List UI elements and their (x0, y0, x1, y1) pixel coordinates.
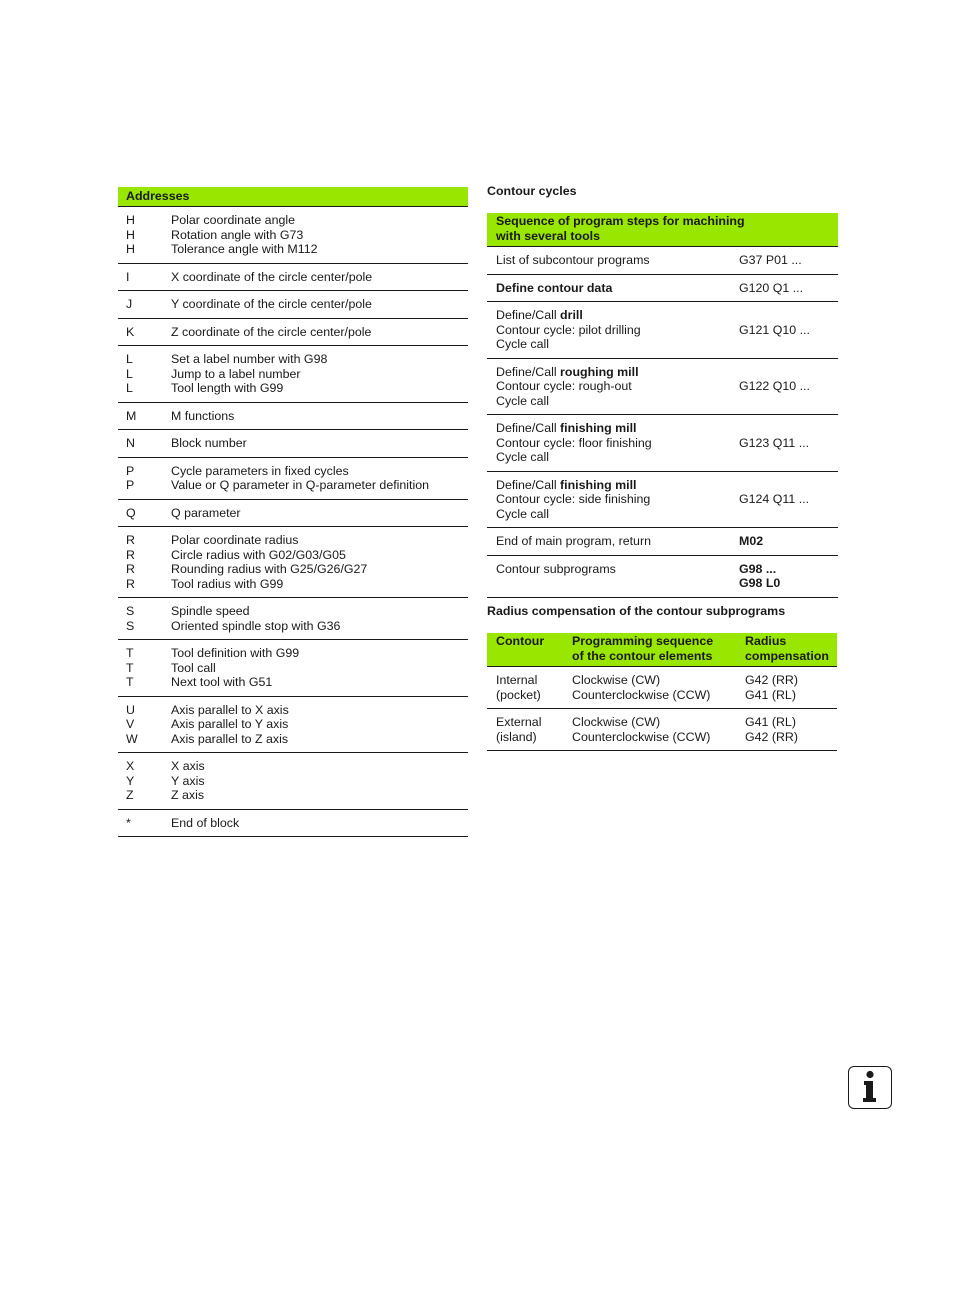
address-description-cell (171, 527, 468, 598)
address-letter-cell (118, 753, 171, 810)
cycle-step-line: Contour cycle: pilot drilling (496, 322, 641, 337)
cycle-code: G121 Q10 ... (739, 302, 838, 359)
cycle-step-line: Contour cycle: floor finishing (496, 435, 652, 450)
header-line: compensation (745, 648, 829, 663)
addresses-body (118, 207, 468, 837)
address-letter-cell (118, 527, 171, 598)
cycle-step-cell (487, 274, 739, 302)
address-description: Rotation angle with G73 (171, 227, 304, 242)
radius-comp-table (487, 633, 837, 751)
address-description-cell (171, 318, 468, 346)
address-description-cell (171, 207, 468, 264)
address-letter: * (126, 815, 131, 830)
address-letter: Y (126, 773, 135, 788)
address-description-cell (171, 346, 468, 403)
cycle-code: G124 Q11 ... (739, 471, 838, 528)
address-letter: W (126, 731, 138, 746)
info-icon (848, 1066, 892, 1109)
address-letter: S (126, 618, 135, 633)
address-letter: S (126, 604, 135, 618)
info-icon-glyph (849, 1067, 890, 1107)
cycle-step-title (496, 281, 739, 296)
compensation-cell-line: G42 (RR) (745, 673, 799, 687)
address-letter-cell (118, 457, 171, 499)
address-letter-cell (118, 402, 171, 430)
address-description-cell (171, 457, 468, 499)
address-description: X coordinate of the circle center/pole (171, 269, 373, 284)
address-description: Q parameter (171, 505, 241, 520)
address-letter-cell (118, 499, 171, 527)
address-letter: J (126, 297, 133, 311)
cycle-step-title (496, 308, 739, 323)
addresses-header-row (118, 187, 468, 207)
sequence-cell (563, 667, 736, 709)
address-letter: I (126, 269, 130, 284)
table-row (487, 528, 838, 556)
table-row (118, 263, 468, 291)
address-description: Tool call (171, 660, 216, 675)
compensation-cell-line: G41 (RL) (745, 687, 796, 702)
cycle-code: G122 Q10 ... (739, 358, 838, 415)
contour-cycles-table (487, 213, 838, 598)
address-description: Cycle parameters in fixed cycles (171, 463, 349, 478)
cycle-step-line: Contour cycle: side finishing (496, 492, 651, 506)
cycle-code: G120 Q1 ... (739, 274, 838, 302)
address-description: Polar coordinate angle (171, 213, 295, 227)
table-row (118, 402, 468, 430)
address-letter: L (126, 381, 133, 395)
sequence-cell (563, 709, 736, 751)
addresses-header: Addresses (126, 189, 190, 203)
address-letter-cell (118, 598, 171, 640)
address-description: M functions (171, 408, 235, 423)
address-letter-cell (118, 696, 171, 753)
cycle-step-lead: Define/Call (496, 308, 561, 322)
cycle-step-cell (487, 471, 739, 528)
end-program-code (739, 528, 838, 556)
address-description: Rounding radius with G25/G26/G27 (171, 562, 368, 576)
cycle-step-line: Contour cycle: rough-out (496, 379, 632, 393)
table-row (118, 346, 468, 403)
address-description-cell (171, 809, 468, 837)
code-line: G98 ... (739, 561, 777, 576)
sequence-cell-line: Clockwise (CW) (572, 673, 661, 687)
cycle-step-tool: finishing mill (560, 477, 637, 492)
subprograms-label: Contour subprograms (487, 555, 739, 597)
address-letter: R (126, 562, 135, 576)
address-letter: U (126, 702, 135, 717)
cycle-step-title (496, 478, 739, 493)
table-row (487, 358, 838, 415)
address-description: Tool length with G99 (171, 381, 284, 395)
table-row (118, 499, 468, 527)
radius-comp-title: Radius compensation of the contour subprograms (487, 604, 786, 618)
cycle-step-lead: Define/Call (496, 421, 561, 435)
table-row (487, 274, 838, 302)
address-letter: P (126, 463, 135, 478)
table-row (487, 302, 838, 359)
cycle-step-lead: List of subcontour programs (496, 253, 650, 267)
compensation-cell-line: G41 (RL) (745, 715, 796, 729)
sequence-cell-line: Counterclockwise (CCW) (572, 729, 711, 744)
address-letter-cell (118, 263, 171, 291)
cycle-step-title (496, 253, 739, 268)
address-letter: K (126, 324, 135, 339)
address-letter: R (126, 576, 135, 591)
contour-cycles-header (487, 213, 838, 247)
address-letter: P (126, 478, 135, 492)
address-letter-cell (118, 291, 171, 319)
cycle-code: G37 P01 ... (739, 247, 838, 275)
address-description: Spindle speed (171, 604, 250, 618)
table-row (487, 709, 837, 751)
table-row (118, 809, 468, 837)
address-description: Polar coordinate radius (171, 533, 299, 547)
compensation-cell (736, 667, 837, 709)
header-compensation (736, 633, 837, 667)
contour-cycles-title: Contour cycles (487, 184, 577, 198)
table-row (118, 318, 468, 346)
table-row (118, 457, 468, 499)
address-letter: L (126, 366, 133, 381)
address-description: X axis (171, 759, 205, 773)
compensation-cell-line: G42 (RR) (745, 729, 799, 744)
address-letter: R (126, 547, 135, 562)
header-contour: Contour (496, 634, 545, 648)
table-row (487, 667, 837, 709)
cycle-step-line: Cycle call (496, 337, 550, 351)
address-letter: H (126, 227, 135, 242)
table-row (118, 527, 468, 598)
address-description-cell (171, 499, 468, 527)
cycle-code: G123 Q11 ... (739, 415, 838, 472)
table-row (118, 598, 468, 640)
contour-type-cell (487, 667, 563, 709)
address-description: Z axis (171, 788, 205, 802)
contour-type-cell-line: External (496, 715, 542, 729)
cycle-step-tool: roughing mill (560, 364, 639, 379)
header-line: Programming sequence (572, 634, 714, 648)
address-letter: T (126, 660, 134, 675)
address-description-cell (171, 430, 468, 458)
address-description: Tolerance angle with M112 (171, 242, 318, 256)
table-row (487, 415, 838, 472)
address-description: Set a label number with G98 (171, 352, 328, 366)
address-description: Value or Q parameter in Q-parameter definition (171, 478, 430, 492)
contour-type-cell-line: (pocket) (496, 687, 541, 702)
cycle-step-line: Cycle call (496, 393, 550, 408)
cycle-step-title (496, 421, 739, 436)
cycle-step-lead: Define/Call (496, 364, 561, 379)
address-description: Jump to a label number (171, 366, 301, 381)
end-program-label: End of main program, return (487, 528, 739, 556)
header-line: with several tools (496, 228, 600, 243)
address-letter: N (126, 436, 135, 450)
address-letter-cell (118, 207, 171, 264)
address-description-cell (171, 696, 468, 753)
header-line: of the contour elements (572, 648, 713, 663)
radius-comp-body (487, 667, 837, 751)
code-line: G98 L0 (739, 576, 781, 590)
address-description-cell (171, 640, 468, 697)
address-description: Axis parallel to Y axis (171, 717, 289, 731)
address-description-cell (171, 753, 468, 810)
cycle-step-tool: drill (560, 308, 583, 322)
address-description: Circle radius with G02/G03/G05 (171, 547, 346, 562)
sequence-cell-line: Counterclockwise (CCW) (572, 687, 711, 702)
address-description-cell (171, 291, 468, 319)
address-description: Z coordinate of the circle center/pole (171, 324, 372, 339)
table-row (118, 207, 468, 264)
address-description: Axis parallel to Z axis (171, 731, 289, 746)
address-letter: R (126, 533, 135, 547)
header-sequence (563, 633, 736, 667)
header-line: Sequence of program steps for machining (496, 214, 745, 228)
header-line: Radius (745, 634, 787, 648)
address-description: End of block (171, 815, 240, 830)
address-letter: Q (126, 505, 136, 520)
subprograms-code (739, 555, 838, 597)
address-description: Axis parallel to X axis (171, 702, 289, 717)
address-description-cell (171, 263, 468, 291)
cycle-step-tool: finishing mill (560, 421, 637, 435)
table-row (118, 753, 468, 810)
table-row (487, 471, 838, 528)
cycle-step-lead: Define/Call (496, 477, 561, 492)
address-letter: V (126, 717, 135, 731)
address-letter-cell (118, 346, 171, 403)
address-description-cell (171, 598, 468, 640)
sequence-cell-line: Clockwise (CW) (572, 715, 661, 729)
cycle-step-cell (487, 302, 739, 359)
address-description: Y coordinate of the circle center/pole (171, 297, 372, 311)
cycle-step-line: Cycle call (496, 506, 550, 521)
cycle-step-cell (487, 415, 739, 472)
contour-type-cell-line: (island) (496, 729, 537, 744)
address-letter-cell (118, 640, 171, 697)
address-letter: X (126, 759, 135, 773)
address-letter: Z (126, 788, 134, 802)
cycle-step-cell (487, 247, 739, 275)
cycle-step-line: Cycle call (496, 450, 550, 464)
address-description: Tool radius with G99 (171, 576, 284, 591)
address-description: Block number (171, 436, 247, 450)
end-program-code-text: M02 (739, 534, 764, 548)
address-letter: H (126, 242, 135, 256)
address-description-cell (171, 402, 468, 430)
contour-type-cell (487, 709, 563, 751)
table-row (118, 291, 468, 319)
radius-comp-header-row (487, 633, 837, 667)
address-description: Next tool with G51 (171, 675, 273, 689)
table-row (487, 555, 838, 597)
address-letter: M (126, 408, 137, 423)
address-letter: H (126, 213, 135, 227)
contour-cycles-body (487, 247, 838, 598)
contour-type-cell-line: Internal (496, 673, 538, 687)
cycle-step-tool: Define contour data (496, 280, 613, 295)
table-row (118, 430, 468, 458)
address-letter: L (126, 352, 133, 366)
address-letter-cell (118, 430, 171, 458)
cycle-step-cell (487, 358, 739, 415)
table-row (118, 696, 468, 753)
cycle-step-title (496, 365, 739, 380)
table-row (487, 247, 838, 275)
table-row (118, 640, 468, 697)
address-description: Tool definition with G99 (171, 646, 300, 660)
address-description: Oriented spindle stop with G36 (171, 618, 341, 633)
addresses-table (118, 187, 468, 837)
contour-cycles-header-row (487, 213, 838, 247)
compensation-cell (736, 709, 837, 751)
address-description: Y axis (171, 773, 205, 788)
address-letter-cell (118, 318, 171, 346)
address-letter: T (126, 646, 134, 660)
address-letter-cell (118, 809, 171, 837)
address-letter: T (126, 675, 134, 689)
